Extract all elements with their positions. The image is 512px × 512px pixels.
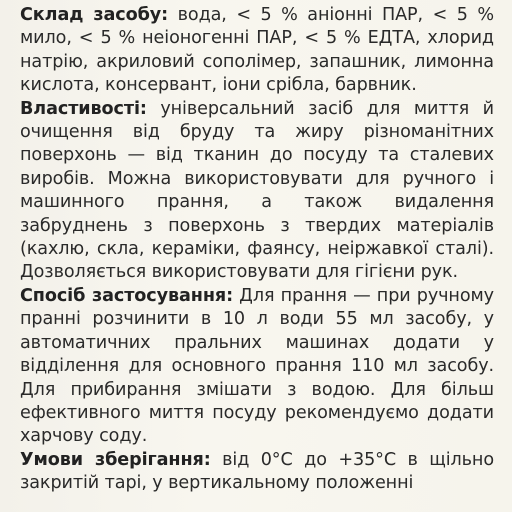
storage-text: від 0°C до +35°C в щільно закритій тарі, у вертикальному положенні [20,449,494,494]
usage-paragraph [20,285,494,449]
composition-heading: Склад засобу: [20,5,169,25]
storage-paragraph [20,449,494,496]
properties-heading: Властивості: [20,98,147,119]
usage-heading: Спосіб застосування: [20,285,234,306]
composition-paragraph [20,4,494,98]
usage-text: Для прання — при ручному пранні розчинити в 10 л води 55 мл засобу, у автоматичних пральних машинах додати у відділення для основного прання 110 мл засобу. Для прибирання змішати з водою. Для більш ефективного миття посуду рекомендуємо додати харчову соду. [20,285,494,447]
composition-text: вода, < 5 % аніонні ПАР, < 5 % мило, < 5 % неіоногенні ПАР, < 5 % ЕДТА, хлорид натрію, акриловий сополімер, запашник, лимонна кислота, консервант, іони срібла, барвник. [20,5,494,96]
properties-paragraph [20,98,494,285]
storage-heading: Умови зберігання: [20,449,211,470]
label-text-block [20,4,494,496]
properties-text: універсальний засіб для миття й очищення від бруду та жиру різноманітних поверхонь — від тканин до посуду та сталевих виробів. Можна використовувати для ручного і машинного прання, а також видалення забруднень з поверхонь з твердих матеріалів (кахлю, скла, кераміки, фаянсу, неіржавкої сталі). Дозволяється використовувати для гігієни рук. [20,98,494,283]
